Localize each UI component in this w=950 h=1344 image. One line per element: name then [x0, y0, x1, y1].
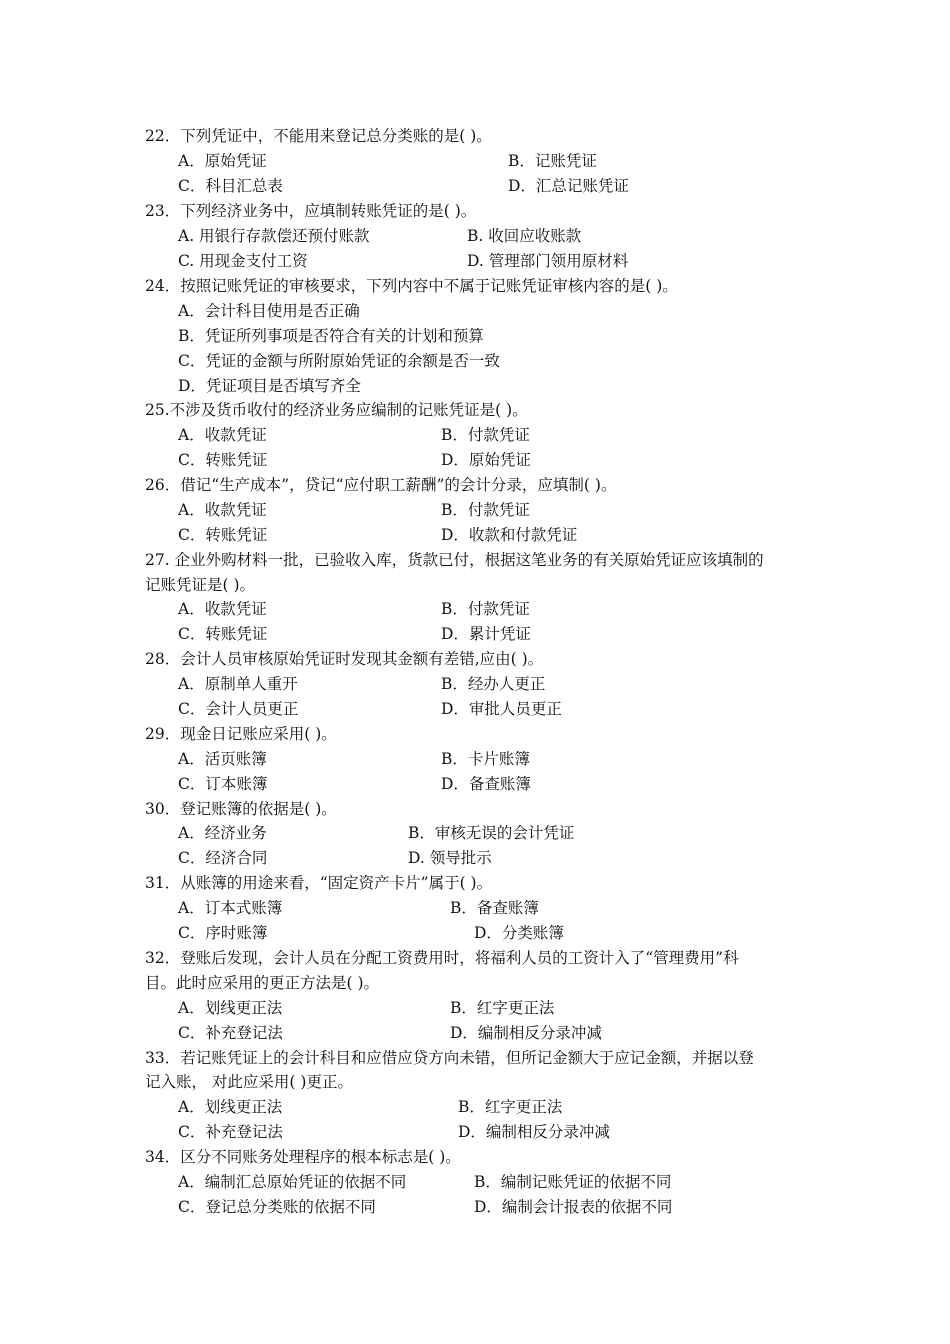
- question-22-option-b: B．记账凭证: [508, 152, 597, 170]
- question-27-option-a: A．收款凭证: [178, 600, 267, 618]
- question-29-option-b: B．卡片账簿: [441, 750, 530, 768]
- question-33-stem-line-1: 33．若记账凭证上的会计科目和应借应贷方向未错，但所记金额大于应记金额，并据以登: [145, 1049, 754, 1067]
- question-33-option-a: A．划线更正法: [178, 1098, 283, 1116]
- question-31-option-c: C．序时账簿: [178, 924, 268, 942]
- question-23-option-a: A. 用银行存款偿还预付账款: [178, 227, 370, 245]
- question-32-option-c: C．补充登记法: [178, 1024, 283, 1042]
- question-22-option-a: A．原始凭证: [178, 152, 267, 170]
- question-31-option-a: A．订本式账簿: [178, 899, 283, 917]
- question-29-option-c: C．订本账簿: [178, 775, 268, 793]
- question-28-option-c: C．会计人员更正: [178, 700, 299, 718]
- question-32-stem-line-2: 目。此时应采用的更正方法是( )。: [145, 974, 380, 992]
- question-25-option-d: D．原始凭证: [441, 451, 531, 469]
- question-24-stem: 24．按照记账凭证的审核要求，下列内容中不属于记账凭证审核内容的是( )。: [145, 277, 678, 295]
- question-30-option-d: D. 领导批示: [408, 849, 492, 867]
- question-28-stem: 28．会计人员审核原始凭证时发现其金额有差错,应由( )。: [145, 650, 544, 668]
- question-34-stem: 34．区分不同账务处理程序的根本标志是( )。: [145, 1148, 461, 1166]
- question-25-stem: 25.不涉及货币收付的经济业务应编制的记账凭证是( )。: [145, 401, 528, 419]
- question-31-stem: 31．从账簿的用途来看，“固定资产卡片”属于( )。: [145, 874, 493, 892]
- question-26-stem: 26．借记“生产成本”，贷记“应付职工薪酬”的会计分录，应填制( )。: [145, 476, 617, 494]
- question-34-option-b: B．编制记账凭证的依据不同: [474, 1173, 672, 1191]
- question-24-option-b: B．凭证所列事项是否符合有关的计划和预算: [178, 327, 484, 345]
- question-29-stem: 29．现金日记账应采用( )。: [145, 725, 337, 743]
- question-25-option-a: A．收款凭证: [178, 426, 267, 444]
- question-28-option-d: D．审批人员更正: [441, 700, 562, 718]
- question-26-option-d: D．收款和付款凭证: [441, 526, 578, 544]
- question-32-stem-line-1: 32．登账后发现，会计人员在分配工资费用时，将福利人员的工资计入了“管理费用”科: [145, 949, 739, 967]
- question-30-option-b: B．审核无误的会计凭证: [408, 824, 575, 842]
- question-33-option-d: D．编制相反分录冲减: [458, 1123, 610, 1141]
- question-22-stem: 22．下列凭证中，不能用来登记总分类账的是( )。: [145, 127, 492, 145]
- question-24-option-a: A．会计科目使用是否正确: [178, 302, 360, 320]
- question-33-option-b: B．红字更正法: [458, 1098, 563, 1116]
- question-27-option-d: D．累计凭证: [441, 625, 531, 643]
- question-28-option-b: B．经办人更正: [441, 675, 546, 693]
- question-26-option-b: B．付款凭证: [441, 501, 530, 519]
- question-27-stem-line-1: 27. 企业外购材料一批，已验收入库，货款已付，根据这笔业务的有关原始凭证应该填制的: [145, 551, 764, 569]
- question-30-option-a: A．经济业务: [178, 824, 267, 842]
- question-33-stem-line-2: 记入账， 对此应采用( )更正。: [145, 1073, 353, 1091]
- question-31-option-d: D．分类账簿: [474, 924, 564, 942]
- question-23-stem: 23．下列经济业务中，应填制转账凭证的是( )。: [145, 202, 477, 220]
- question-33-option-c: C．补充登记法: [178, 1123, 283, 1141]
- question-27-option-b: B．付款凭证: [441, 600, 530, 618]
- question-30-stem: 30．登记账簿的依据是( )。: [145, 800, 337, 818]
- question-32-option-d: D．编制相反分录冲减: [450, 1024, 602, 1042]
- question-24-option-d: D．凭证项目是否填写齐全: [178, 377, 361, 395]
- question-34-option-d: D．编制会计报表的依据不同: [474, 1198, 673, 1216]
- question-25-option-c: C．转账凭证: [178, 451, 268, 469]
- question-29-option-d: D．备查账簿: [441, 775, 531, 793]
- question-28-option-a: A．原制单人重开: [178, 675, 298, 693]
- question-31-option-b: B．备查账簿: [450, 899, 539, 917]
- question-32-option-b: B．红字更正法: [450, 999, 555, 1017]
- question-34-option-c: C．登记总分类账的依据不同: [178, 1198, 376, 1216]
- question-27-option-c: C．转账凭证: [178, 625, 268, 643]
- question-26-option-c: C．转账凭证: [178, 526, 268, 544]
- question-25-option-b: B．付款凭证: [441, 426, 530, 444]
- question-27-stem-line-2: 记账凭证是( )。: [145, 576, 256, 594]
- question-23-option-c: C. 用现金支付工资: [178, 252, 308, 270]
- question-30-option-c: C．经济合同: [178, 849, 268, 867]
- question-32-option-a: A．划线更正法: [178, 999, 283, 1017]
- question-22-option-d: D．汇总记账凭证: [508, 177, 629, 195]
- question-24-option-c: C．凭证的金额与所附原始凭证的余额是否一致: [178, 352, 500, 370]
- question-23-option-b: B. 收回应收账款: [467, 227, 582, 245]
- question-22-option-c: C．科目汇总表: [178, 177, 283, 195]
- question-29-option-a: A．活页账簿: [178, 750, 267, 768]
- question-23-option-d: D. 管理部门领用原材料: [467, 252, 629, 270]
- question-26-option-a: A．收款凭证: [178, 501, 267, 519]
- question-34-option-a: A．编制汇总原始凭证的依据不同: [178, 1173, 407, 1191]
